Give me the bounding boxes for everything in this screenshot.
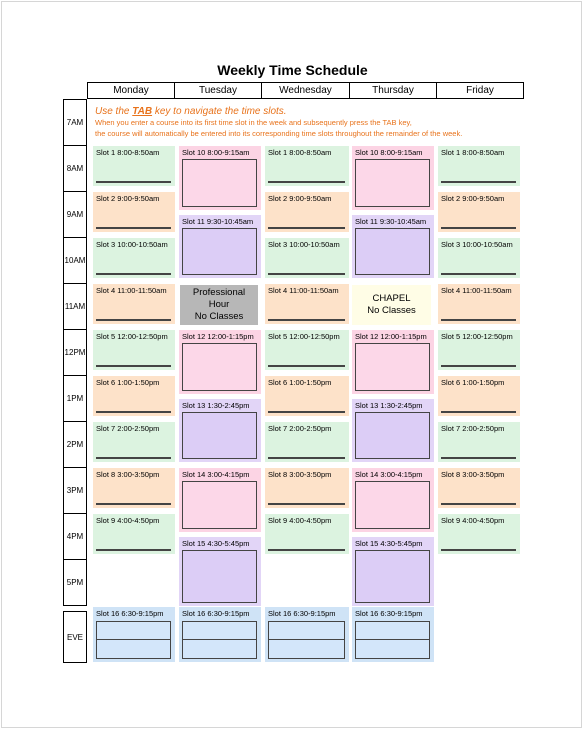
course-entry-box[interactable] bbox=[441, 227, 516, 229]
slot-label: Slot 6 1:00-1:50pm bbox=[441, 378, 505, 387]
header-wednesday: Wednesday bbox=[261, 82, 350, 99]
slot-label: Slot 12 12:00-1:15pm bbox=[182, 332, 254, 341]
slot-cell[interactable] bbox=[352, 468, 434, 532]
slot-cell[interactable] bbox=[265, 468, 349, 508]
course-entry-box[interactable] bbox=[355, 343, 430, 391]
slot-cell[interactable] bbox=[93, 146, 175, 186]
slot-cell[interactable] bbox=[93, 284, 175, 324]
slot-label: Slot 6 1:00-1:50pm bbox=[96, 378, 160, 387]
hour-8am: 8AM bbox=[63, 145, 87, 192]
hour-eve: EVE bbox=[63, 611, 87, 663]
slot-cell[interactable] bbox=[93, 238, 175, 278]
chapel-line2: No Classes bbox=[367, 305, 416, 316]
slot-cell[interactable] bbox=[179, 468, 261, 532]
slot-label: Slot 14 3:00-4:15pm bbox=[182, 470, 250, 479]
slot-label: Slot 1 8:00-8:50am bbox=[96, 148, 160, 157]
slot-label: Slot 7 2:00-2:50pm bbox=[441, 424, 505, 433]
slot-label: Slot 8 3:00-3:50pm bbox=[268, 470, 332, 479]
chapel-block bbox=[352, 285, 431, 325]
slot-label: Slot 10 8:00-9:15am bbox=[355, 148, 423, 157]
course-entry-box[interactable] bbox=[182, 343, 257, 391]
page-title: Weekly Time Schedule bbox=[217, 62, 368, 78]
slot-cell[interactable] bbox=[438, 330, 520, 370]
professional-hour-line3: No Classes bbox=[194, 311, 244, 322]
slot-cell[interactable] bbox=[438, 376, 520, 416]
slot-label: Slot 13 1:30-2:45pm bbox=[182, 401, 250, 410]
course-entry-box[interactable] bbox=[268, 319, 345, 321]
slot-label: Slot 4 11:00-11:50am bbox=[441, 286, 512, 295]
slot-cell[interactable] bbox=[265, 284, 349, 324]
course-entry-box[interactable] bbox=[268, 503, 345, 505]
slot-label: Slot 7 2:00-2:50pm bbox=[96, 424, 160, 433]
course-entry-box[interactable] bbox=[96, 365, 171, 367]
course-entry-box[interactable] bbox=[268, 457, 345, 459]
instructions-text: key to navigate the time slots. bbox=[152, 106, 287, 117]
course-entry-box[interactable] bbox=[268, 181, 345, 183]
slot-cell[interactable] bbox=[93, 422, 175, 462]
slot-label: Slot 6 1:00-1:50pm bbox=[268, 378, 332, 387]
slot-label: Slot 2 9:00-9:50am bbox=[441, 194, 505, 203]
course-entry-box[interactable] bbox=[96, 503, 171, 505]
instructions bbox=[95, 106, 525, 139]
slot-label: Slot 4 11:00-11:50am bbox=[268, 286, 339, 295]
slot-cell[interactable] bbox=[265, 330, 349, 370]
hour-2pm: 2PM bbox=[63, 421, 87, 468]
slot-label: Slot 5 12:00-12:50pm bbox=[441, 332, 513, 341]
slot-label: Slot 16 6:30-9:15pm bbox=[182, 609, 250, 618]
instructions-line3: the course will automatically be entered into its corresponding time slots throughout the remainder of the week. bbox=[95, 129, 463, 138]
hour-4pm: 4PM bbox=[63, 513, 87, 560]
slot-cell[interactable] bbox=[265, 422, 349, 462]
course-entry-box[interactable] bbox=[268, 411, 345, 413]
slot-cell[interactable] bbox=[265, 376, 349, 416]
slot-label: Slot 14 3:00-4:15pm bbox=[355, 470, 423, 479]
slot-cell[interactable] bbox=[438, 422, 520, 462]
slot-label: Slot 16 6:30-9:15pm bbox=[355, 609, 423, 618]
professional-hour-block bbox=[180, 285, 258, 325]
slot-cell[interactable] bbox=[352, 537, 434, 606]
slot-label: Slot 16 6:30-9:15pm bbox=[268, 609, 336, 618]
instructions-line2: When you enter a course into its first time slot in the week and subsequently press the TAB key, bbox=[95, 118, 412, 127]
slot-cell[interactable] bbox=[352, 146, 434, 210]
slot-cell[interactable] bbox=[438, 192, 520, 232]
header-thursday: Thursday bbox=[349, 82, 437, 99]
course-entry-box[interactable] bbox=[96, 319, 171, 321]
slot-label: Slot 8 3:00-3:50pm bbox=[441, 470, 505, 479]
hour-10am: 10AM bbox=[63, 237, 87, 284]
hour-9am: 9AM bbox=[63, 191, 87, 238]
professional-hour-line2: Hour bbox=[208, 299, 230, 310]
hour-1pm: 1PM bbox=[63, 375, 87, 422]
slot-cell[interactable] bbox=[179, 399, 261, 462]
course-entry-box[interactable] bbox=[441, 457, 516, 459]
course-entry-box[interactable] bbox=[441, 181, 516, 183]
slot-cell[interactable] bbox=[179, 146, 261, 210]
slot-cell[interactable] bbox=[93, 514, 175, 554]
course-entry-box[interactable] bbox=[268, 273, 345, 275]
course-entry-box[interactable] bbox=[268, 227, 345, 229]
course-entry-box[interactable] bbox=[441, 549, 516, 551]
course-entry-box[interactable] bbox=[96, 639, 171, 659]
slot-label: Slot 5 12:00-12:50pm bbox=[96, 332, 168, 341]
course-entry-box[interactable] bbox=[355, 481, 430, 529]
course-entry-box[interactable] bbox=[268, 639, 345, 659]
slot-label: Slot 9 4:00-4:50pm bbox=[96, 516, 160, 525]
slot-cell[interactable] bbox=[352, 607, 434, 662]
course-entry-box[interactable] bbox=[355, 639, 430, 659]
course-entry-box[interactable] bbox=[182, 159, 257, 207]
course-entry-box[interactable] bbox=[355, 412, 430, 459]
slot-label: Slot 11 9:30-10:45am bbox=[182, 217, 254, 226]
header-tuesday: Tuesday bbox=[174, 82, 262, 99]
slot-cell[interactable] bbox=[179, 330, 261, 394]
slot-label: Slot 5 12:00-12:50pm bbox=[268, 332, 340, 341]
slot-cell[interactable] bbox=[352, 215, 434, 278]
chapel-line1: CHAPEL bbox=[372, 293, 411, 304]
course-entry-box[interactable] bbox=[268, 549, 345, 551]
hour-3pm: 3PM bbox=[63, 467, 87, 514]
course-entry-box[interactable] bbox=[96, 411, 171, 413]
course-entry-box[interactable] bbox=[96, 457, 171, 459]
course-entry-box[interactable] bbox=[441, 411, 516, 413]
course-entry-box[interactable] bbox=[182, 412, 257, 459]
slot-label: Slot 15 4:30-5:45pm bbox=[355, 539, 423, 548]
slot-label: Slot 12 12:00-1:15pm bbox=[355, 332, 427, 341]
slot-cell[interactable] bbox=[265, 514, 349, 554]
course-entry-box[interactable] bbox=[355, 228, 430, 275]
course-entry-box[interactable] bbox=[96, 181, 171, 183]
slot-label: Slot 3 10:00-10:50am bbox=[96, 240, 168, 249]
slot-label: Slot 13 1:30-2:45pm bbox=[355, 401, 423, 410]
course-entry-box[interactable] bbox=[182, 639, 257, 659]
course-entry-box[interactable] bbox=[441, 365, 516, 367]
course-entry-box[interactable] bbox=[441, 273, 516, 275]
tab-key-label: TAB bbox=[132, 106, 153, 117]
slot-label: Slot 7 2:00-2:50pm bbox=[268, 424, 332, 433]
course-entry-box[interactable] bbox=[182, 550, 257, 603]
slot-cell[interactable] bbox=[179, 607, 261, 662]
course-entry-box[interactable] bbox=[355, 550, 430, 603]
slot-label: Slot 9 4:00-4:50pm bbox=[441, 516, 505, 525]
slot-label: Slot 15 4:30-5:45pm bbox=[182, 539, 250, 548]
slot-label: Slot 11 9:30-10:45am bbox=[355, 217, 427, 226]
slot-cell[interactable] bbox=[438, 514, 520, 554]
slot-cell[interactable] bbox=[93, 330, 175, 370]
slot-label: Slot 4 11:00-11:50am bbox=[96, 286, 167, 295]
course-entry-box[interactable] bbox=[441, 503, 516, 505]
slot-cell[interactable] bbox=[179, 215, 261, 278]
slot-label: Slot 8 3:00-3:50pm bbox=[96, 470, 160, 479]
course-entry-box[interactable] bbox=[182, 621, 257, 641]
hour-12pm: 12PM bbox=[63, 329, 87, 376]
header-monday: Monday bbox=[87, 82, 175, 99]
slot-cell[interactable] bbox=[265, 192, 349, 232]
slot-label: Slot 2 9:00-9:50am bbox=[96, 194, 160, 203]
hour-7am: 7AM bbox=[63, 99, 87, 146]
slot-label: Slot 16 6:30-9:15pm bbox=[96, 609, 164, 618]
instructions-line1 bbox=[95, 106, 525, 117]
slot-cell[interactable] bbox=[93, 192, 175, 232]
slot-cell[interactable] bbox=[438, 284, 520, 324]
slot-label: Slot 3 10:00-10:50am bbox=[441, 240, 513, 249]
slot-cell[interactable] bbox=[179, 537, 261, 606]
instructions-text: Use the bbox=[95, 106, 133, 117]
course-entry-box[interactable] bbox=[441, 319, 516, 321]
slot-cell[interactable] bbox=[93, 468, 175, 508]
course-entry-box[interactable] bbox=[182, 228, 257, 275]
slot-label: Slot 10 8:00-9:15am bbox=[182, 148, 250, 157]
course-entry-box[interactable] bbox=[96, 621, 171, 641]
slot-label: Slot 1 8:00-8:50am bbox=[441, 148, 505, 157]
slot-cell[interactable] bbox=[352, 399, 434, 462]
slot-cell[interactable] bbox=[265, 146, 349, 186]
slot-cell[interactable] bbox=[438, 146, 520, 186]
course-entry-box[interactable] bbox=[182, 481, 257, 529]
slot-label: Slot 1 8:00-8:50am bbox=[268, 148, 332, 157]
slot-cell[interactable] bbox=[93, 376, 175, 416]
hour-5pm: 5PM bbox=[63, 559, 87, 606]
slot-label: Slot 3 10:00-10:50am bbox=[268, 240, 340, 249]
slot-cell[interactable] bbox=[265, 607, 349, 662]
slot-cell[interactable] bbox=[438, 238, 520, 278]
slot-cell[interactable] bbox=[352, 330, 434, 394]
slot-label: Slot 2 9:00-9:50am bbox=[268, 194, 332, 203]
header-friday: Friday bbox=[436, 82, 524, 99]
course-entry-box[interactable] bbox=[96, 273, 171, 275]
slot-cell[interactable] bbox=[438, 468, 520, 508]
course-entry-box[interactable] bbox=[96, 227, 171, 229]
course-entry-box[interactable] bbox=[96, 549, 171, 551]
course-entry-box[interactable] bbox=[268, 621, 345, 641]
course-entry-box[interactable] bbox=[355, 621, 430, 641]
course-entry-box[interactable] bbox=[268, 365, 345, 367]
professional-hour-line1: Professional bbox=[192, 287, 246, 298]
course-entry-box[interactable] bbox=[355, 159, 430, 207]
slot-cell[interactable] bbox=[93, 607, 175, 662]
slot-label: Slot 9 4:00-4:50pm bbox=[268, 516, 332, 525]
slot-cell[interactable] bbox=[265, 238, 349, 278]
hour-11am: 11AM bbox=[63, 283, 87, 330]
